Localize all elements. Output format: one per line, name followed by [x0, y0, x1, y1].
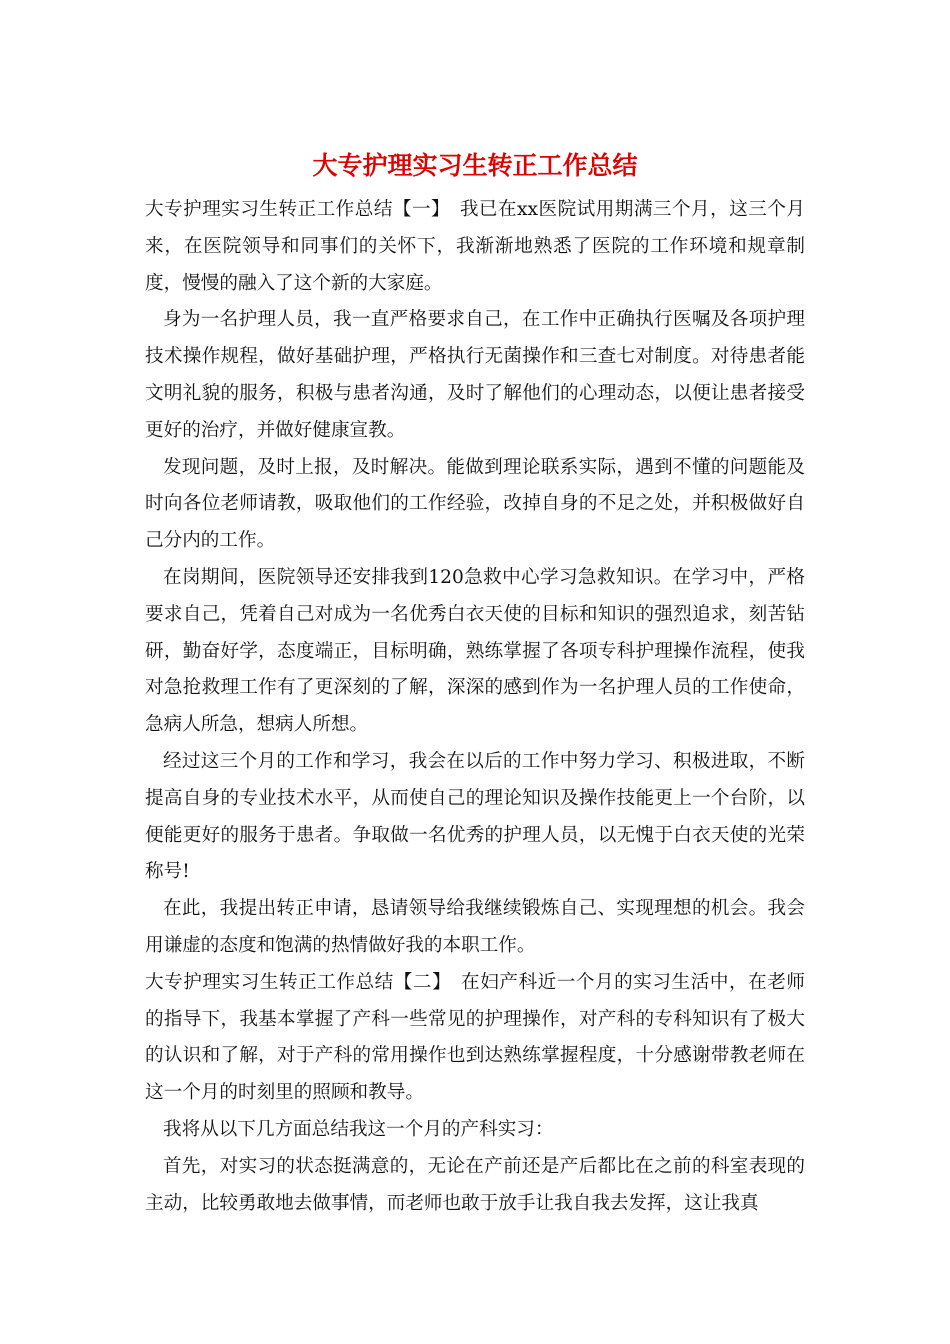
paragraph: 首先，对实习的状态挺满意的，无论在产前还是产后都比在之前的科室表现的主动，比较勇敢地去做事情，而老师也敢于放手让我自我去发挥，这让我真 — [145, 1155, 805, 1214]
paragraph: 经过这三个月的工作和学习，我会在以后的工作中努力学习、积极进取，不断提高自身的专业技术水平，从而使自己的理论知识及操作技能更上一个台阶，以便能更好的服务于患者。争取做一名优秀的护理人员，以无愧于白衣天使的光荣称号! — [145, 750, 805, 883]
paragraph: 大专护理实习生转正工作总结【二】 在妇产科近一个月的实习生活中，在老师的指导下，我基本掌握了产科一些常见的护理操作，对产科的专科知识有了极大的认识和了解，对于产科的常用操作也到达熟练掌握程度，十分感谢带教老师在这一个月的时刻里的照顾和教导。 — [145, 971, 805, 1104]
document-title: 大专护理实习生转正工作总结 — [312, 151, 638, 180]
paragraph: 我将从以下几方面总结我这一个月的产科实习： — [163, 1118, 554, 1140]
paragraph: 在此，我提出转正申请，恳请领导给我继续锻炼自己、实现理想的机会。我会用谦虚的态度和饱满的热情做好我的本职工作。 — [145, 898, 805, 956]
paragraph: 大专护理实习生转正工作总结【一】 我已在xx医院试用期满三个月，这三个月来，在医院领导和同事们的关怀下，我渐渐地熟悉了医院的工作环境和规章制度，慢慢的融入了这个新的大家庭。 — [145, 199, 805, 294]
document-body — [145, 192, 805, 1222]
paragraph: 身为一名护理人员，我一直严格要求自己，在工作中正确执行医嘱及各项护理技术操作规程，做好基础护理，严格执行无菌操作和三查七对制度。对待患者能文明礼貌的服务，积极与患者沟通，及时了解他们的心理动态，以便让患者接受更好的治疗，并做好健康宣教。 — [145, 309, 805, 441]
paragraph: 在岗期间，医院领导还安排我到120急救中心学习急救知识。在学习中，严格要求自己，凭着自己对成为一名优秀白衣天使的目标和知识的强烈追求，刻苦钻研，勤奋好学，态度端正，目标明确，熟练掌握了各项专科护理操作流程，使我对急抢救理工作有了更深刻的了解，深深的感到作为一名护理人员的工作使命，急病人所急，想病人所想。 — [145, 566, 805, 736]
paragraph: 发现问题，及时上报，及时解决。能做到理论联系实际，遇到不懂的问题能及时向各位老师请教，吸取他们的工作经验，改掉自身的不足之处，并积极做好自己分内的工作。 — [145, 456, 805, 552]
